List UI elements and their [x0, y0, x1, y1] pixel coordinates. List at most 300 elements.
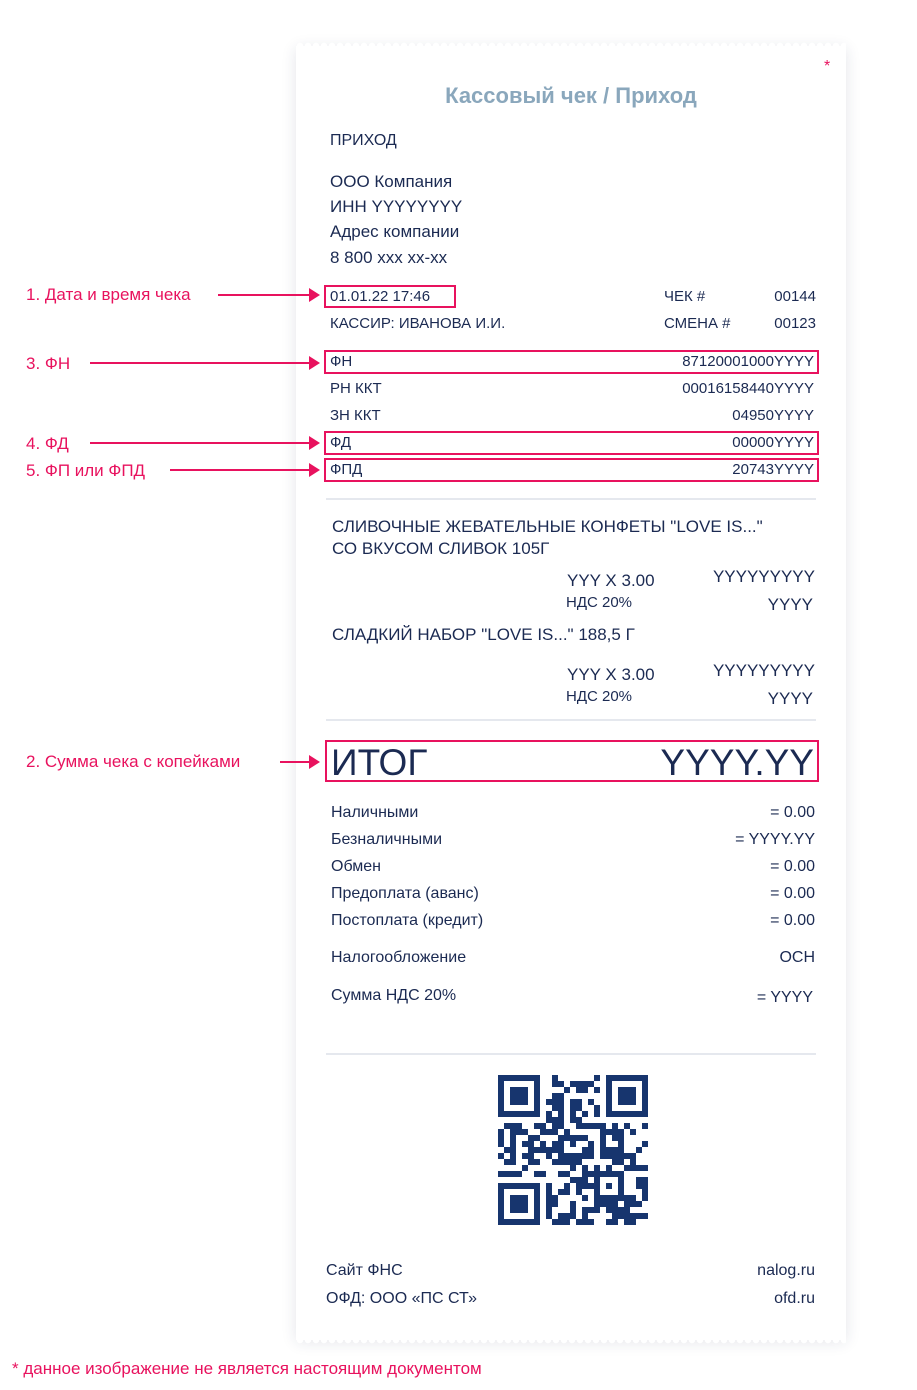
qr-module — [504, 1111, 510, 1117]
zn-value: 04950YYYY — [732, 407, 814, 424]
item-sum: YYYYYYYYY — [712, 567, 815, 586]
qr-module — [516, 1111, 522, 1117]
qr-module — [582, 1111, 588, 1117]
qr-module — [606, 1165, 612, 1171]
qr-module — [522, 1093, 528, 1099]
qr-module — [552, 1141, 558, 1147]
qr-module — [558, 1171, 564, 1177]
item-vat-label: НДС 20% — [566, 688, 633, 705]
qr-module — [534, 1219, 540, 1225]
qr-module — [498, 1099, 504, 1105]
qr-module — [534, 1123, 540, 1129]
qr-module — [558, 1213, 564, 1219]
qr-module — [606, 1075, 612, 1081]
qr-module — [588, 1183, 594, 1189]
qr-module — [642, 1087, 648, 1093]
qr-module — [522, 1087, 528, 1093]
shift-number: 00123 — [774, 315, 816, 332]
qr-module — [510, 1207, 516, 1213]
payment-value: = 0.00 — [770, 858, 815, 875]
qr-module — [564, 1213, 570, 1219]
qr-module — [528, 1159, 534, 1165]
qr-module — [612, 1129, 618, 1135]
qr-module — [516, 1099, 522, 1105]
qr-module — [630, 1087, 636, 1093]
qr-module — [636, 1201, 642, 1207]
qr-module — [510, 1093, 516, 1099]
payment-value: = 0.00 — [770, 804, 815, 821]
qr-module — [606, 1207, 612, 1213]
qr-module — [618, 1141, 624, 1147]
qr-module — [642, 1165, 648, 1171]
qr-module — [516, 1171, 522, 1177]
item-name: СО ВКУСОМ СЛИВОК 105Г — [332, 539, 550, 558]
qr-module — [558, 1105, 564, 1111]
qr-module — [612, 1135, 618, 1141]
qr-module — [564, 1129, 570, 1135]
qr-module — [552, 1123, 558, 1129]
qr-module — [630, 1159, 636, 1165]
qr-module — [540, 1147, 546, 1153]
qr-module — [570, 1201, 576, 1207]
fpd-label: ФПД — [330, 461, 363, 478]
qr-module — [522, 1153, 528, 1159]
qr-module — [534, 1099, 540, 1105]
qr-module — [582, 1213, 588, 1219]
qr-module — [552, 1117, 558, 1123]
qr-module — [546, 1189, 552, 1195]
qr-module — [570, 1135, 576, 1141]
qr-module — [576, 1153, 582, 1159]
qr-module — [606, 1153, 612, 1159]
qr-module — [636, 1147, 642, 1153]
qr-module — [582, 1081, 588, 1087]
qr-module — [606, 1093, 612, 1099]
corner-asterisk: * — [824, 58, 831, 75]
qr-module — [576, 1117, 582, 1123]
check-number-label: ЧЕК # — [664, 288, 706, 305]
qr-module — [504, 1183, 510, 1189]
qr-module — [546, 1117, 552, 1123]
qr-module — [576, 1081, 582, 1087]
item-quantity: YYY X 3.00 — [567, 665, 655, 684]
qr-module — [510, 1153, 516, 1159]
qr-module — [630, 1129, 636, 1135]
qr-module — [546, 1099, 552, 1105]
qr-module — [636, 1165, 642, 1171]
qr-module — [516, 1195, 522, 1201]
qr-module — [642, 1213, 648, 1219]
qr-module — [600, 1129, 606, 1135]
company-address: Адрес компании — [330, 222, 460, 241]
qr-module — [540, 1171, 546, 1177]
qr-module — [528, 1153, 534, 1159]
qr-module — [552, 1129, 558, 1135]
qr-module — [546, 1129, 552, 1135]
qr-module — [564, 1183, 570, 1189]
annotation-fp: 5. ФП или ФПД — [26, 461, 146, 480]
qr-module — [624, 1087, 630, 1093]
qr-module — [546, 1147, 552, 1153]
qr-module — [588, 1141, 594, 1147]
qr-module — [642, 1075, 648, 1081]
qr-module — [630, 1153, 636, 1159]
qr-module — [624, 1123, 630, 1129]
qr-module — [582, 1171, 588, 1177]
qr-module — [576, 1123, 582, 1129]
qr-module — [594, 1123, 600, 1129]
qr-module — [510, 1183, 516, 1189]
zn-label: ЗН ККТ — [330, 407, 381, 424]
qr-module — [618, 1177, 624, 1183]
qr-module — [600, 1147, 606, 1153]
qr-module — [558, 1219, 564, 1225]
divider — [326, 498, 816, 500]
qr-module — [624, 1195, 630, 1201]
qr-module — [594, 1195, 600, 1201]
qr-module — [636, 1075, 642, 1081]
qr-module — [558, 1189, 564, 1195]
qr-module — [576, 1135, 582, 1141]
qr-module — [552, 1219, 558, 1225]
qr-module — [642, 1123, 648, 1129]
qr-module — [534, 1159, 540, 1165]
rn-label: РН ККТ — [330, 380, 382, 397]
qr-module — [498, 1195, 504, 1201]
qr-module — [510, 1159, 516, 1165]
qr-module — [612, 1075, 618, 1081]
qr-module — [504, 1075, 510, 1081]
qr-module — [570, 1081, 576, 1087]
qr-module — [630, 1093, 636, 1099]
qr-module — [498, 1081, 504, 1087]
qr-module — [642, 1105, 648, 1111]
payment-value: = 0.00 — [770, 912, 815, 929]
qr-module — [618, 1099, 624, 1105]
qr-module — [600, 1153, 606, 1159]
qr-module — [618, 1075, 624, 1081]
qr-module — [582, 1153, 588, 1159]
receipt-type: ПРИХОД — [330, 132, 397, 149]
rn-value: 00016158440YYYY — [682, 380, 814, 397]
qr-module — [510, 1195, 516, 1201]
qr-module — [630, 1213, 636, 1219]
qr-module — [642, 1093, 648, 1099]
qr-module — [618, 1153, 624, 1159]
qr-module — [606, 1087, 612, 1093]
item-quantity: YYY X 3.00 — [567, 571, 655, 590]
total-label: ИТОГ — [331, 742, 428, 783]
qr-module — [618, 1093, 624, 1099]
qr-module — [588, 1081, 594, 1087]
payment-label: Обмен — [331, 858, 381, 875]
qr-module — [630, 1195, 636, 1201]
qr-module — [588, 1147, 594, 1153]
qr-module — [498, 1189, 504, 1195]
qr-module — [522, 1195, 528, 1201]
qr-module — [552, 1075, 558, 1081]
qr-module — [624, 1099, 630, 1105]
qr-module — [522, 1165, 528, 1171]
qr-module — [498, 1141, 504, 1147]
qr-module — [588, 1219, 594, 1225]
qr-module — [570, 1177, 576, 1183]
qr-module — [570, 1099, 576, 1105]
qr-module — [624, 1201, 630, 1207]
qr-module — [552, 1099, 558, 1105]
qr-module — [600, 1141, 606, 1147]
qr-module — [510, 1219, 516, 1225]
qr-module — [612, 1123, 618, 1129]
qr-module — [624, 1165, 630, 1171]
qr-module — [534, 1081, 540, 1087]
check-number: 00144 — [774, 288, 816, 305]
qr-module — [600, 1171, 606, 1177]
qr-module — [564, 1135, 570, 1141]
annotation-total: 2. Сумма чека с копейками — [26, 752, 241, 771]
qr-module — [528, 1219, 534, 1225]
qr-module — [522, 1075, 528, 1081]
qr-module — [582, 1165, 588, 1171]
qr-module — [534, 1147, 540, 1153]
annotation-fd: 4. ФД — [26, 434, 69, 453]
qr-module — [534, 1135, 540, 1141]
qr-module — [558, 1081, 564, 1087]
qr-module — [570, 1213, 576, 1219]
qr-module — [582, 1177, 588, 1183]
qr-module — [564, 1219, 570, 1225]
qr-module — [600, 1201, 606, 1207]
qr-module — [540, 1141, 546, 1147]
qr-module — [600, 1195, 606, 1201]
qr-module — [528, 1141, 534, 1147]
qr-module — [498, 1153, 504, 1159]
qr-module — [498, 1111, 504, 1117]
payment-value: = YYYY.YY — [735, 831, 815, 848]
qr-module — [498, 1171, 504, 1177]
qr-module — [618, 1111, 624, 1117]
qr-module — [570, 1165, 576, 1171]
qr-module — [510, 1129, 516, 1135]
fn-label: ФН — [330, 353, 353, 370]
arrow-fd — [90, 442, 318, 444]
shift-label: СМЕНА # — [664, 315, 731, 332]
qr-module — [582, 1183, 588, 1189]
qr-module — [534, 1195, 540, 1201]
qr-module — [570, 1159, 576, 1165]
fn-value: 87120001000YYYY — [682, 353, 814, 370]
qr-module — [630, 1165, 636, 1171]
qr-module — [600, 1123, 606, 1129]
qr-module — [636, 1111, 642, 1117]
company-inn: ИНН YYYYYYYY — [330, 197, 463, 216]
qr-module — [522, 1099, 528, 1105]
qr-module — [522, 1111, 528, 1117]
qr-module — [498, 1201, 504, 1207]
qr-module — [528, 1135, 534, 1141]
qr-module — [576, 1183, 582, 1189]
item-sum: YYYYYYYYY — [712, 661, 815, 680]
qr-module — [504, 1159, 510, 1165]
qr-module — [588, 1099, 594, 1105]
payment-label: Безналичными — [331, 831, 442, 848]
qr-module — [618, 1135, 624, 1141]
qr-module — [624, 1219, 630, 1225]
qr-module — [612, 1159, 618, 1165]
qr-module — [624, 1213, 630, 1219]
qr-module — [642, 1099, 648, 1105]
receipt-datetime: 01.01.22 17:46 — [330, 288, 431, 305]
fd-value: 00000YYYY — [732, 434, 814, 451]
qr-module — [534, 1093, 540, 1099]
qr-module — [516, 1201, 522, 1207]
qr-module — [570, 1105, 576, 1111]
qr-module — [594, 1111, 600, 1117]
qr-module — [558, 1093, 564, 1099]
item-name: СЛИВОЧНЫЕ ЖЕВАТЕЛЬНЫЕ КОНФЕТЫ "LOVE IS..." — [332, 517, 763, 536]
qr-module — [606, 1111, 612, 1117]
qr-module — [636, 1177, 642, 1183]
qr-module — [528, 1183, 534, 1189]
qr-module — [624, 1111, 630, 1117]
qr-module — [498, 1213, 504, 1219]
qr-module — [582, 1147, 588, 1153]
qr-code-icon — [498, 1075, 648, 1225]
qr-module — [534, 1183, 540, 1189]
qr-module — [516, 1093, 522, 1099]
qr-module — [498, 1183, 504, 1189]
qr-module — [564, 1159, 570, 1165]
qr-module — [534, 1171, 540, 1177]
qr-module — [558, 1141, 564, 1147]
qr-module — [552, 1093, 558, 1099]
qr-module — [612, 1171, 618, 1177]
qr-module — [606, 1081, 612, 1087]
qr-module — [546, 1183, 552, 1189]
qr-module — [528, 1111, 534, 1117]
qr-module — [606, 1171, 612, 1177]
qr-module — [510, 1147, 516, 1153]
company-phone: 8 800 xxx xx-xx — [330, 248, 448, 267]
qr-module — [558, 1117, 564, 1123]
qr-module — [498, 1129, 504, 1135]
qr-module — [498, 1105, 504, 1111]
qr-module — [606, 1183, 612, 1189]
qr-module — [546, 1153, 552, 1159]
qr-module — [642, 1081, 648, 1087]
qr-module — [642, 1141, 648, 1147]
qr-module — [534, 1075, 540, 1081]
qr-module — [504, 1219, 510, 1225]
qr-module — [528, 1075, 534, 1081]
qr-module — [642, 1183, 648, 1189]
arrow-datetime — [218, 294, 318, 296]
payment-label: Наличными — [331, 804, 419, 821]
qr-module — [510, 1087, 516, 1093]
payment-value: = 0.00 — [770, 885, 815, 902]
qr-module — [594, 1087, 600, 1093]
qr-module — [630, 1099, 636, 1105]
qr-module — [546, 1207, 552, 1213]
qr-module — [534, 1105, 540, 1111]
qr-module — [564, 1171, 570, 1177]
qr-module — [636, 1183, 642, 1189]
qr-module — [582, 1087, 588, 1093]
qr-module — [606, 1147, 612, 1153]
qr-module — [546, 1195, 552, 1201]
qr-module — [558, 1111, 564, 1117]
qr-module — [576, 1099, 582, 1105]
qr-module — [570, 1207, 576, 1213]
qr-module — [624, 1093, 630, 1099]
qr-module — [498, 1087, 504, 1093]
annotation-fn: 3. ФН — [26, 354, 71, 373]
qr-module — [570, 1141, 576, 1147]
qr-module — [522, 1207, 528, 1213]
qr-module — [642, 1111, 648, 1117]
qr-module — [498, 1207, 504, 1213]
qr-module — [552, 1195, 558, 1201]
qr-module — [642, 1189, 648, 1195]
qr-module — [552, 1147, 558, 1153]
qr-module — [570, 1117, 576, 1123]
qr-module — [618, 1213, 624, 1219]
qr-module — [612, 1153, 618, 1159]
qr-module — [588, 1153, 594, 1159]
qr-module — [534, 1213, 540, 1219]
qr-module — [516, 1123, 522, 1129]
fns-site-label: Сайт ФНС — [326, 1262, 403, 1279]
qr-module — [552, 1201, 558, 1207]
divider — [326, 719, 816, 721]
qr-module — [576, 1219, 582, 1225]
total-value: YYYY.YY — [660, 742, 814, 783]
qr-module — [522, 1219, 528, 1225]
arrow-fn — [90, 362, 318, 364]
qr-module — [588, 1123, 594, 1129]
qr-module — [612, 1201, 618, 1207]
qr-module — [510, 1135, 516, 1141]
qr-module — [612, 1195, 618, 1201]
qr-module — [498, 1093, 504, 1099]
fns-site-link[interactable]: nalog.ru — [757, 1262, 815, 1279]
qr-module — [534, 1201, 540, 1207]
qr-module — [594, 1165, 600, 1171]
qr-module — [510, 1123, 516, 1129]
qr-module — [558, 1135, 564, 1141]
qr-module — [558, 1099, 564, 1105]
qr-module — [582, 1123, 588, 1129]
qr-module — [516, 1219, 522, 1225]
qr-module — [618, 1147, 624, 1153]
qr-module — [582, 1135, 588, 1141]
ofd-link[interactable]: ofd.ru — [774, 1290, 815, 1307]
qr-module — [630, 1219, 636, 1225]
qr-module — [594, 1189, 600, 1195]
qr-module — [582, 1207, 588, 1213]
qr-module — [618, 1171, 624, 1177]
qr-module — [570, 1111, 576, 1117]
qr-module — [552, 1159, 558, 1165]
vat-total-label: Сумма НДС 20% — [331, 987, 457, 1004]
fd-label: ФД — [330, 434, 352, 451]
qr-module — [558, 1123, 564, 1129]
qr-module — [576, 1159, 582, 1165]
payment-label: Постоплата (кредит) — [331, 912, 484, 929]
receipt-title: Кассовый чек / Приход — [445, 83, 697, 108]
qr-module — [516, 1183, 522, 1189]
qr-module — [582, 1219, 588, 1225]
